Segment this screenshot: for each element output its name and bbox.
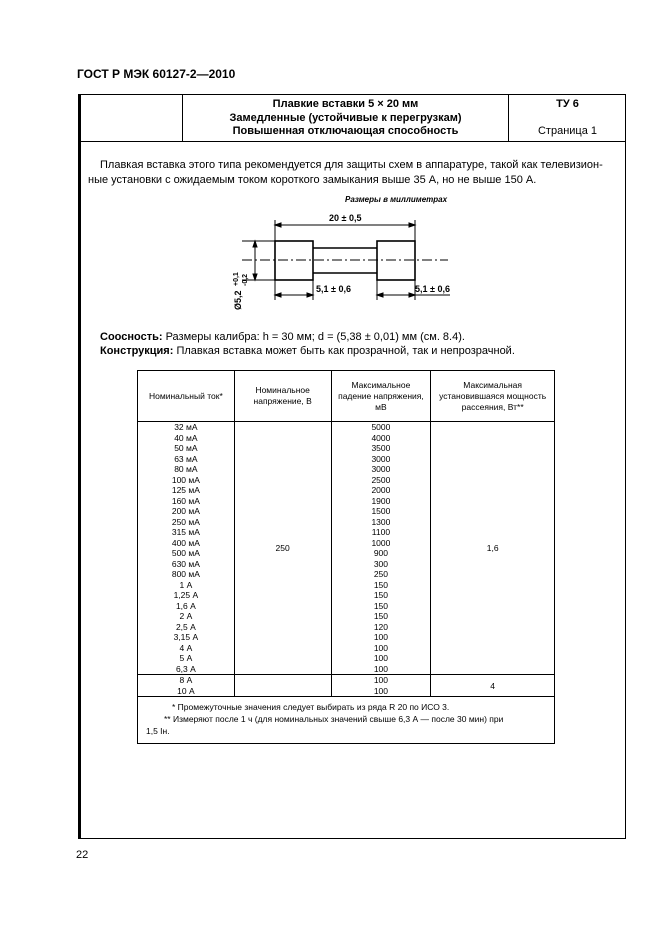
current-value: 2,5 А	[175, 621, 196, 632]
drop-value: 150	[373, 579, 388, 590]
drop-value: 120	[373, 621, 388, 632]
drop-value: 1500	[371, 506, 391, 516]
intro-line-1: Плавкая вставка этого типа рекомендуется для защиты схем в аппаратуре, такой как телевизион-	[100, 159, 603, 171]
title-line-3: Повышенная отключающая способность	[232, 125, 459, 137]
table-header-row	[138, 371, 555, 422]
drop-value: 3500	[371, 443, 391, 453]
title-line-1: Плавкие вставки 5 × 20 мм	[272, 98, 419, 110]
current-value: 5 А	[179, 653, 193, 663]
current-value: 500 мА	[171, 548, 200, 558]
drop-value: 150	[373, 600, 388, 611]
drop-value: 1100	[371, 527, 391, 537]
current-value: 1,6 А	[175, 600, 196, 611]
drop-value: 100	[373, 653, 388, 663]
drop-value: 1000	[371, 537, 391, 548]
table-row-block-2	[138, 675, 555, 697]
arrow	[409, 223, 415, 227]
drop-value: 150	[373, 590, 388, 600]
drop-value: 5000	[371, 422, 391, 432]
footnotes-cell	[138, 697, 555, 744]
current-value: 40 мА	[174, 432, 198, 443]
drop-value: 2500	[371, 474, 391, 485]
arrow	[307, 293, 313, 297]
title-line-2: Замедленные (устойчивые к перегрузкам)	[229, 111, 462, 124]
spec-code: ТУ 6	[556, 98, 579, 110]
dimensions-caption: Размеры в миллиметрах	[345, 195, 448, 204]
drop-value: 3000	[371, 453, 391, 464]
construction-label: Конструкция:	[100, 345, 174, 357]
current-value: 2 А	[179, 611, 193, 621]
drop-value: 100	[373, 642, 388, 653]
current-value: 630 мА	[171, 558, 200, 569]
drop-value: 150	[373, 611, 388, 621]
current-value: 160 мА	[171, 495, 200, 506]
document-code: ГОСТ Р МЭК 60127-2—2010	[77, 67, 236, 81]
page-number: 22	[76, 849, 89, 861]
drop-value: 100	[373, 663, 388, 674]
power-cell-1: 1,6	[431, 422, 555, 675]
footnote-2-continuation: 1,5 Iн.	[146, 726, 170, 736]
current-value: 100 мА	[171, 474, 200, 485]
drop-value: 3000	[371, 464, 391, 474]
voltage-cell-empty	[234, 675, 331, 697]
diameter-dim-label: Ø5,2	[233, 290, 243, 310]
table-row-block-1	[138, 422, 555, 675]
intro-line-2: ные установки с ожидаемым током короткого замыкания выше 35 А, но не выше 150 А.	[88, 174, 537, 186]
drop-value: 100	[373, 685, 388, 696]
current-value: 80 мА	[174, 464, 198, 474]
fuse-table	[137, 370, 555, 744]
current-list-1	[138, 422, 235, 675]
current-value: 800 мА	[171, 569, 200, 579]
current-value: 250 мА	[171, 516, 200, 527]
drop-value: 900	[373, 548, 388, 558]
intro-paragraph	[88, 158, 612, 188]
drop-value: 250	[373, 569, 388, 579]
fuse-drawing	[230, 190, 470, 320]
footnote-2: ** Измеряют после 1 ч (для номинальных значений свыше 6,3 А — после 30 мин) при	[164, 714, 504, 724]
current-value: 125 мА	[171, 485, 200, 495]
current-value: 3,15 А	[173, 632, 199, 642]
notes	[100, 330, 515, 358]
footnote-1: * Промежуточные значения следует выбирать из ряда R 20 по ИСО 3.	[172, 702, 450, 712]
length-dim-label: 20 ± 0,5	[329, 213, 362, 223]
current-value: 400 мА	[171, 537, 200, 548]
current-value: 50 мА	[174, 443, 198, 453]
diameter-tol-lower: -0,2	[242, 273, 249, 286]
current-value: 315 мА	[171, 527, 200, 537]
voltage-cell: 250	[234, 422, 331, 675]
right-cap-dim-label: 5,1 ± 0,6	[415, 284, 450, 294]
header-title	[183, 98, 508, 139]
current-value: 6,3 А	[175, 663, 196, 674]
coaxiality-label: Соосность:	[100, 331, 163, 343]
arrow	[275, 293, 281, 297]
coaxiality-text: Размеры калибра: h = 30 мм; d = (5,38 ± 0,01) мм (см. 8.4).	[162, 331, 465, 343]
arrow	[377, 293, 383, 297]
drop-value: 2000	[371, 485, 391, 495]
col-header-voltage: Номинальное напряжение, В	[234, 371, 331, 422]
table-footnotes	[138, 697, 555, 744]
drop-value: 300	[373, 558, 388, 569]
header-spec	[509, 98, 626, 138]
current-value: 4 А	[179, 642, 193, 653]
arrow	[275, 223, 281, 227]
drop-value: 4000	[371, 432, 391, 443]
current-list-2	[138, 675, 235, 697]
current-value: 32 мА	[174, 422, 198, 432]
current-value: 63 мА	[174, 453, 198, 464]
col-header-power: Максимальная установившаяся мощность рассеяния, Вт**	[431, 371, 555, 422]
current-value: 10 А	[177, 685, 195, 696]
current-value: 1 А	[179, 579, 193, 590]
drop-value: 1900	[371, 495, 391, 506]
current-value: 200 мА	[171, 506, 200, 516]
col-header-drop: Максимальное падение напряжения, мВ	[331, 371, 431, 422]
current-value: 1,25 А	[173, 590, 199, 600]
diameter-tol-upper: +0,1	[233, 272, 240, 286]
spec-page: Страница 1	[537, 124, 598, 137]
left-cap-dim-label: 5,1 ± 0,6	[316, 284, 351, 294]
drop-value: 100	[373, 632, 388, 642]
drop-value: 1300	[371, 516, 391, 527]
arrow	[253, 241, 257, 247]
power-cell-2: 4	[431, 675, 555, 697]
drop-list-2	[331, 675, 431, 697]
drop-value: 100	[373, 675, 388, 685]
arrow	[253, 274, 257, 280]
construction-text: Плавкая вставка может быть как прозрачной, так и непрозрачной.	[173, 345, 515, 357]
col-header-current: Номинальный ток*	[138, 371, 235, 422]
coaxiality-note	[100, 330, 515, 344]
drop-list-1	[331, 422, 431, 675]
current-value: 8 А	[179, 675, 193, 685]
construction-note	[100, 344, 515, 358]
